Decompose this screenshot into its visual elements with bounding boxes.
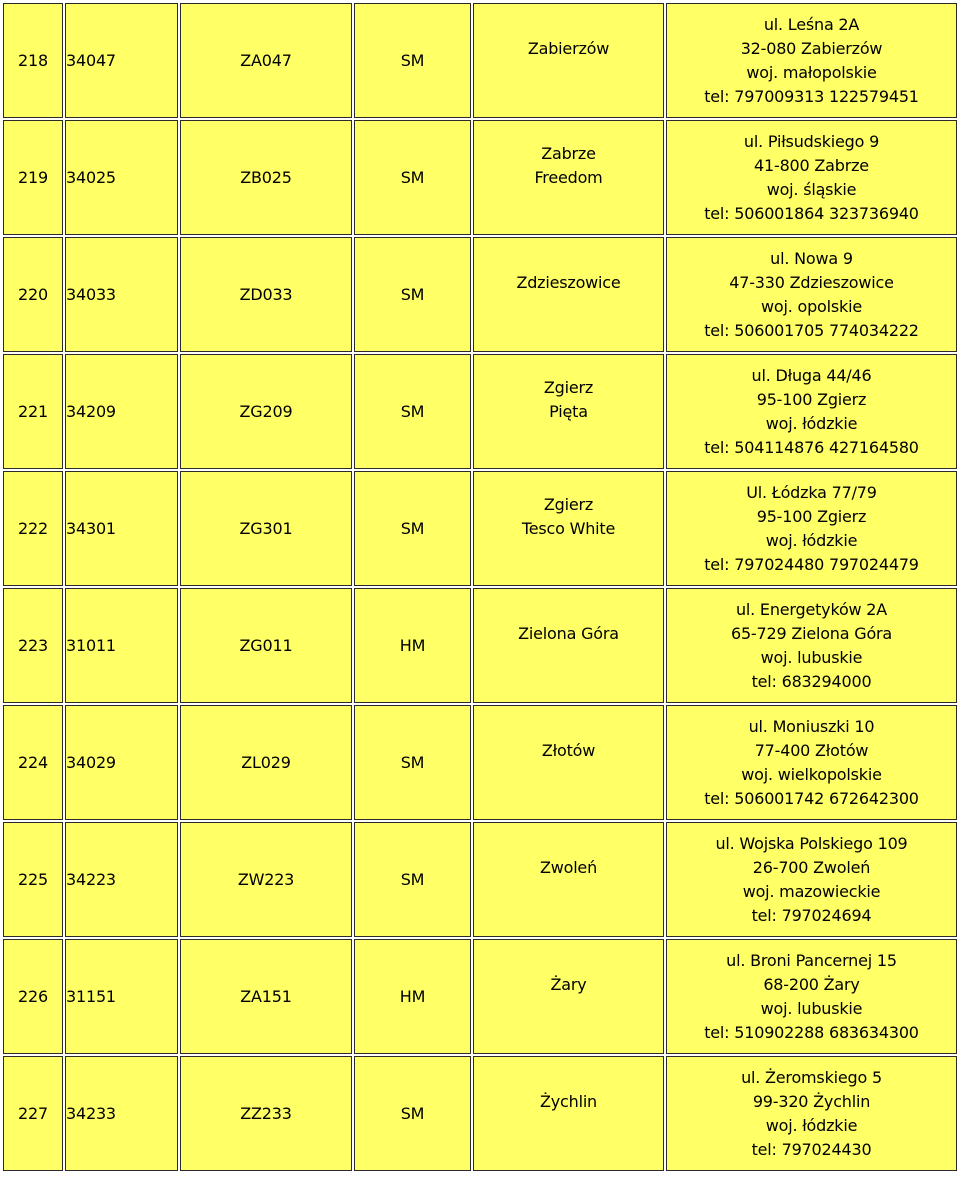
address-voivodeship: woj. opolskie	[761, 296, 862, 316]
address-phone: tel: 797024694	[751, 905, 872, 925]
store-type: SM	[354, 705, 471, 820]
store-number: 225	[3, 822, 63, 937]
store-id: 34047	[65, 3, 178, 118]
store-id: 31151	[65, 939, 178, 1054]
store-city: Żychlin	[540, 1091, 597, 1111]
address-voivodeship: woj. lubuskie	[760, 647, 863, 667]
store-city: Zgierz	[543, 494, 594, 514]
store-id: 34223	[65, 822, 178, 937]
store-code: ZG011	[180, 588, 352, 703]
store-city: Zgierz	[543, 377, 594, 397]
store-type: SM	[354, 237, 471, 352]
table-row	[3, 237, 957, 352]
store-address-cell	[666, 120, 957, 235]
store-city-cell	[473, 354, 664, 469]
address-phone: tel: 797024480 797024479	[704, 554, 919, 574]
store-code: ZZ233	[180, 1056, 352, 1171]
store-location: Tesco White	[521, 518, 616, 538]
store-city-cell	[473, 822, 664, 937]
store-code: ZW223	[180, 822, 352, 937]
address-phone: tel: 506001705 774034222	[704, 320, 919, 340]
store-code: ZG209	[180, 354, 352, 469]
store-id: 34209	[65, 354, 178, 469]
store-type: SM	[354, 822, 471, 937]
store-number: 218	[3, 3, 63, 118]
address-postcode: 68-200 Żary	[763, 974, 860, 994]
store-location: Freedom	[534, 167, 603, 187]
store-id: 34233	[65, 1056, 178, 1171]
store-table-body	[3, 3, 957, 1171]
store-location: Pięta	[549, 401, 588, 421]
store-city: Zielona Góra	[518, 623, 619, 643]
store-city-cell	[473, 588, 664, 703]
store-number: 220	[3, 237, 63, 352]
store-address-cell	[666, 939, 957, 1054]
address-street: ul. Wojska Polskiego 109	[715, 833, 908, 853]
table-row	[3, 822, 957, 937]
store-type: HM	[354, 588, 471, 703]
store-id: 34029	[65, 705, 178, 820]
store-city: Zdzieszowice	[516, 272, 621, 292]
store-id: 34025	[65, 120, 178, 235]
store-type: SM	[354, 471, 471, 586]
store-code: ZA047	[180, 3, 352, 118]
address-voivodeship: woj. łódzkie	[765, 413, 858, 433]
table-row	[3, 3, 957, 118]
store-number: 222	[3, 471, 63, 586]
store-type: SM	[354, 3, 471, 118]
address-street: ul. Leśna 2A	[763, 14, 860, 34]
store-type: SM	[354, 1056, 471, 1171]
table-row	[3, 939, 957, 1054]
store-address-cell	[666, 705, 957, 820]
store-code: ZA151	[180, 939, 352, 1054]
address-street: ul. Energetyków 2A	[735, 599, 888, 619]
address-street: ul. Długa 44/46	[751, 365, 872, 385]
store-city: Złotów	[541, 740, 596, 760]
address-phone: tel: 506001742 672642300	[704, 788, 919, 808]
store-city-cell	[473, 120, 664, 235]
store-id: 31011	[65, 588, 178, 703]
store-number: 221	[3, 354, 63, 469]
store-address-cell	[666, 237, 957, 352]
store-number: 223	[3, 588, 63, 703]
table-row	[3, 120, 957, 235]
address-voivodeship: woj. małopolskie	[746, 62, 877, 82]
address-street: ul. Moniuszki 10	[748, 716, 875, 736]
store-number: 226	[3, 939, 63, 1054]
store-address-cell	[666, 1056, 957, 1171]
store-city-cell	[473, 705, 664, 820]
address-postcode: 95-100 Zgierz	[756, 506, 867, 526]
store-code: ZD033	[180, 237, 352, 352]
address-postcode: 95-100 Zgierz	[756, 389, 867, 409]
address-postcode: 26-700 Zwoleń	[752, 857, 871, 877]
table-row	[3, 471, 957, 586]
address-voivodeship: woj. śląskie	[766, 179, 857, 199]
address-postcode: 77-400 Złotów	[754, 740, 869, 760]
store-city: Zabierzów	[527, 38, 610, 58]
address-phone: tel: 506001864 323736940	[704, 203, 919, 223]
address-phone: tel: 797009313 122579451	[704, 86, 919, 106]
address-postcode: 32-080 Zabierzów	[740, 38, 883, 58]
address-postcode: 47-330 Zdzieszowice	[729, 272, 894, 292]
address-postcode: 41-800 Zabrze	[754, 155, 869, 175]
store-number: 219	[3, 120, 63, 235]
store-number: 224	[3, 705, 63, 820]
store-id: 34033	[65, 237, 178, 352]
address-postcode: 99-320 Żychlin	[752, 1091, 871, 1111]
store-city: Zwoleń	[539, 857, 598, 877]
store-address-cell	[666, 588, 957, 703]
address-voivodeship: woj. wielkopolskie	[741, 764, 882, 784]
table-row	[3, 354, 957, 469]
address-phone: tel: 504114876 427164580	[704, 437, 919, 457]
address-street: ul. Żeromskiego 5	[741, 1067, 882, 1087]
store-city: Zabrze	[541, 143, 596, 163]
table-row	[3, 588, 957, 703]
store-code: ZB025	[180, 120, 352, 235]
store-type: SM	[354, 354, 471, 469]
store-address-cell	[666, 3, 957, 118]
store-city-cell	[473, 3, 664, 118]
store-city-cell	[473, 1056, 664, 1171]
store-code: ZG301	[180, 471, 352, 586]
address-voivodeship: woj. łódzkie	[765, 530, 858, 550]
table-row	[3, 705, 957, 820]
store-city: Żary	[550, 974, 587, 994]
store-address-cell	[666, 354, 957, 469]
store-city-cell	[473, 237, 664, 352]
store-city-cell	[473, 471, 664, 586]
address-voivodeship: woj. lubuskie	[760, 998, 863, 1018]
address-postcode: 65-729 Zielona Góra	[730, 623, 893, 643]
address-street: Ul. Łódzka 77/79	[746, 482, 877, 502]
address-voivodeship: woj. łódzkie	[765, 1115, 858, 1135]
store-type: SM	[354, 120, 471, 235]
address-street: ul. Nowa 9	[770, 248, 853, 268]
store-type: HM	[354, 939, 471, 1054]
address-phone: tel: 510902288 683634300	[704, 1022, 919, 1042]
store-city-cell	[473, 939, 664, 1054]
store-address-cell	[666, 471, 957, 586]
address-phone: tel: 683294000	[751, 671, 872, 691]
address-voivodeship: woj. mazowieckie	[742, 881, 881, 901]
store-number: 227	[3, 1056, 63, 1171]
address-street: ul. Broni Pancernej 15	[726, 950, 897, 970]
store-code: ZL029	[180, 705, 352, 820]
address-phone: tel: 797024430	[751, 1139, 872, 1159]
store-address-cell	[666, 822, 957, 937]
address-street: ul. Piłsudskiego 9	[743, 131, 880, 151]
table-row	[3, 1056, 957, 1171]
store-table	[1, 1, 959, 1173]
store-id: 34301	[65, 471, 178, 586]
